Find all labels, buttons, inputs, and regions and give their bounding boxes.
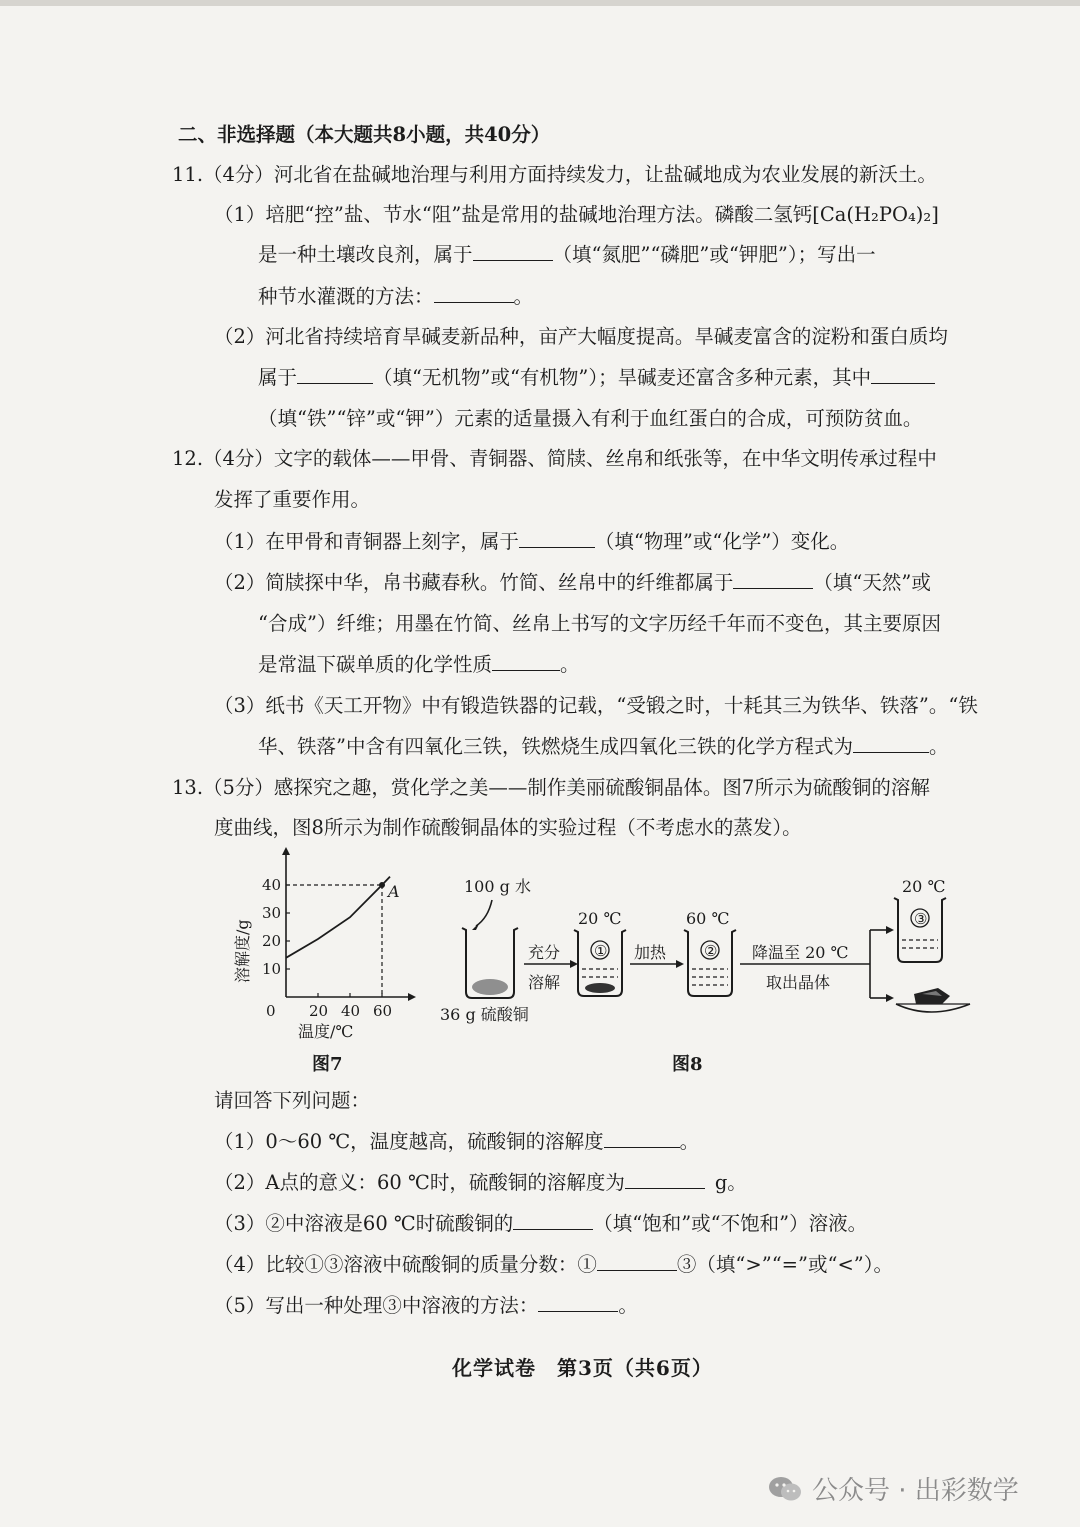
q12-part3-text-b: 。 [928, 735, 949, 758]
x-tick-label: 60 [373, 1002, 393, 1020]
q12-part2-text-b: （填“天然”或 [813, 571, 931, 594]
beaker3-mark: ③ [914, 910, 928, 928]
beaker-initial [462, 928, 518, 998]
step2-label: 加热 [634, 943, 667, 962]
section-title: 二、非选择题（本大题共8小题，共40分） [178, 123, 551, 146]
q13-prompt: 请回答下列问题： [214, 1089, 371, 1112]
answer-blank[interactable] [513, 1211, 593, 1230]
q12-stem-line1: 12.（4分）文字的载体——甲骨、青铜器、简牍、丝帛和纸张等，在中华文明传承过程中 [172, 447, 937, 470]
beaker1-mark: ① [594, 942, 608, 960]
wechat-icon [768, 1476, 802, 1502]
watermark [768, 1470, 1019, 1507]
solid-label: 36 g 硫酸铜 [440, 1005, 529, 1024]
q11-part2-line2 [258, 365, 935, 391]
undissolved-solid [585, 983, 615, 993]
answer-blank[interactable] [853, 734, 929, 753]
step3-label-line1: 降温至 20 ℃ [752, 943, 849, 962]
q13-sub4-text-b: ③（填“>”“=”或“<”）。 [676, 1253, 894, 1276]
step1-label-line1: 充分 [528, 943, 561, 962]
q12-part2-line1 [214, 570, 931, 596]
beaker1-temp: 20 ℃ [578, 909, 622, 928]
beaker-3 [894, 898, 946, 962]
q12-part3-line2 [258, 734, 949, 760]
figure-8-experiment-diagram [430, 870, 990, 1040]
q13-sub2-text-a: （2）A点的意义：60 ℃时，硫酸铜的溶解度为 [214, 1171, 625, 1194]
beaker2-mark: ② [704, 942, 718, 960]
answer-blank[interactable] [597, 1252, 677, 1271]
x-tick-label: 40 [341, 1002, 361, 1020]
q12-part2-line3 [258, 652, 580, 678]
q13-sub2-text-b: g。 [714, 1171, 747, 1194]
crystal-dish [896, 988, 970, 1012]
beaker3-temp: 20 ℃ [902, 877, 946, 896]
scan-top-edge [0, 0, 1080, 6]
page-footer: 化学试卷 第3页（共6页） [452, 1356, 713, 1380]
figure-8-caption: 图8 [672, 1054, 703, 1075]
y-tick-label: 10 [262, 960, 282, 978]
chart-plot-area [233, 847, 416, 1040]
answer-blank[interactable] [519, 529, 595, 548]
figure-7-caption: 图7 [312, 1054, 343, 1075]
q12-part3-text-a: 华、铁落”中含有四氧化三铁，铁燃烧生成四氧化三铁的化学方程式为 [258, 735, 853, 758]
answer-blank[interactable] [492, 652, 560, 671]
q11-part1-text-c: 种节水灌溉的方法： [258, 285, 434, 308]
q11-part2-text-b: （填“无机物”或“有机物”）；旱碱麦还富含多种元素，其中 [373, 366, 872, 389]
y-axis-label: 溶解度/g [233, 919, 252, 983]
q11-part1-line1: （1）培肥“控”盐、节水“阻”盐是常用的盐碱地治理方法。磷酸二氢钙[Ca(H₂PO₄)₂] [214, 203, 939, 226]
point-a-label: A [388, 882, 400, 901]
solubility-curve [286, 877, 390, 958]
q11-part1-text-b: （填“氮肥”“磷肥”或“钾肥”）；写出一 [552, 243, 876, 266]
step1-label-line2: 溶解 [528, 973, 561, 992]
q13-sub1-text-a: （1）0～60 ℃，温度越高，硫酸铜的溶解度 [214, 1130, 604, 1153]
q11-part1-line3 [258, 284, 533, 310]
y-axis-arrow [282, 847, 290, 855]
answer-blank[interactable] [297, 365, 373, 384]
q13-sub5 [214, 1293, 638, 1319]
q12-part2-line2: “合成”）纤维；用墨在竹简、丝帛上书写的文字历经千年而不变色，其主要原因 [258, 612, 941, 635]
step3-label-line2: 取出晶体 [766, 973, 831, 992]
q12-part2-text-d: 。 [560, 653, 580, 676]
q12-part2-text-c: 是常温下碳单质的化学性质 [258, 653, 493, 676]
q13-sub4 [214, 1252, 893, 1278]
watermark-text: 公众号 · 出彩数学 [812, 1476, 1019, 1506]
answer-blank[interactable] [625, 1170, 705, 1189]
q11-part1-text-d: 。 [513, 285, 534, 308]
answer-blank[interactable] [473, 242, 553, 261]
water-arrow-head [472, 922, 480, 930]
origin-label: 0 [266, 1002, 276, 1020]
q13-sub1-text-b: 。 [679, 1130, 700, 1153]
q13-stem-line2: 度曲线，图8所示为制作硫酸铜晶体的实验过程（不考虑水的蒸发）。 [214, 816, 802, 839]
q12-stem-line2: 发挥了重要作用。 [214, 488, 371, 511]
q11-part1-line2 [258, 242, 876, 268]
q12-part1 [214, 529, 849, 555]
q13-sub3-text-a: （3）②中溶液是60 ℃时硫酸铜的 [214, 1212, 514, 1235]
water-arrow [476, 900, 492, 926]
beaker-1 [574, 930, 626, 996]
q12-part2-text-a: （2）简牍探中华，帛书藏春秋。竹简、丝帛中的纤维都属于 [214, 571, 734, 594]
x-axis-arrow [408, 993, 416, 1001]
beaker2-temp: 60 ℃ [686, 909, 730, 928]
y-tick-label: 20 [262, 932, 282, 950]
x-axis-label: 温度/℃ [298, 1022, 354, 1040]
answer-blank[interactable] [604, 1129, 680, 1148]
q11-part2-text-a: 属于 [258, 366, 298, 389]
answer-blank[interactable] [538, 1293, 618, 1312]
y-tick-label: 30 [262, 904, 282, 922]
q12-part3-line1: （3）纸书《天工开物》中有锻造铁器的记载，“受锻之时，十耗其三为铁华、铁落”。“铁 [214, 694, 978, 717]
copper-sulfate-solid [472, 979, 508, 995]
q13-sub3 [214, 1211, 867, 1237]
q11-part2-line3: （填“铁”“锌”或“钾”）元素的适量摄入有利于血红蛋白的合成，可预防贫血。 [258, 407, 923, 430]
figure-7-solubility-chart [220, 845, 420, 1040]
q13-sub3-text-b: （填“饱和”或“不饱和”）溶液。 [593, 1212, 868, 1235]
beaker-2 [684, 930, 736, 996]
y-tick-label: 40 [262, 876, 282, 894]
q11-part1-text-a: 是一种土壤改良剂，属于 [258, 243, 473, 266]
q13-sub2 [214, 1170, 747, 1196]
q12-part1-text-a: （1）在甲骨和青铜器上刻字，属于 [214, 530, 519, 553]
x-tick-label: 20 [309, 1002, 329, 1020]
q13-sub1 [214, 1129, 699, 1155]
q12-part1-text-b: （填“物理”或“化学”）变化。 [594, 530, 850, 553]
step2-arrow-head [676, 960, 684, 968]
answer-blank[interactable] [871, 365, 935, 384]
q11-part2-line1: （2）河北省持续培育旱碱麦新品种，亩产大幅度提高。旱碱麦富含的淀粉和蛋白质均 [214, 325, 948, 348]
point-a-marker [379, 882, 385, 888]
water-label: 100 g 水 [464, 877, 531, 896]
crystal [914, 988, 950, 1004]
q13-sub5-text-a: （5）写出一种处理③中溶液的方法： [214, 1294, 539, 1317]
answer-blank[interactable] [733, 570, 813, 589]
q13-stem-line1: 13.（5分）感探究之趣，赏化学之美——制作美丽硫酸铜晶体。图7所示为硫酸铜的溶解 [172, 776, 930, 799]
step1-arrow-head [570, 960, 578, 968]
q13-sub5-text-b: 。 [618, 1294, 638, 1317]
q11-stem: 11.（4分）河北省在盐碱地治理与利用方面持续发力，让盐碱地成为农业发展的新沃土。 [172, 163, 937, 186]
answer-blank[interactable] [434, 284, 514, 303]
q13-sub4-text-a: （4）比较①③溶液中硫酸铜的质量分数：① [214, 1253, 597, 1276]
